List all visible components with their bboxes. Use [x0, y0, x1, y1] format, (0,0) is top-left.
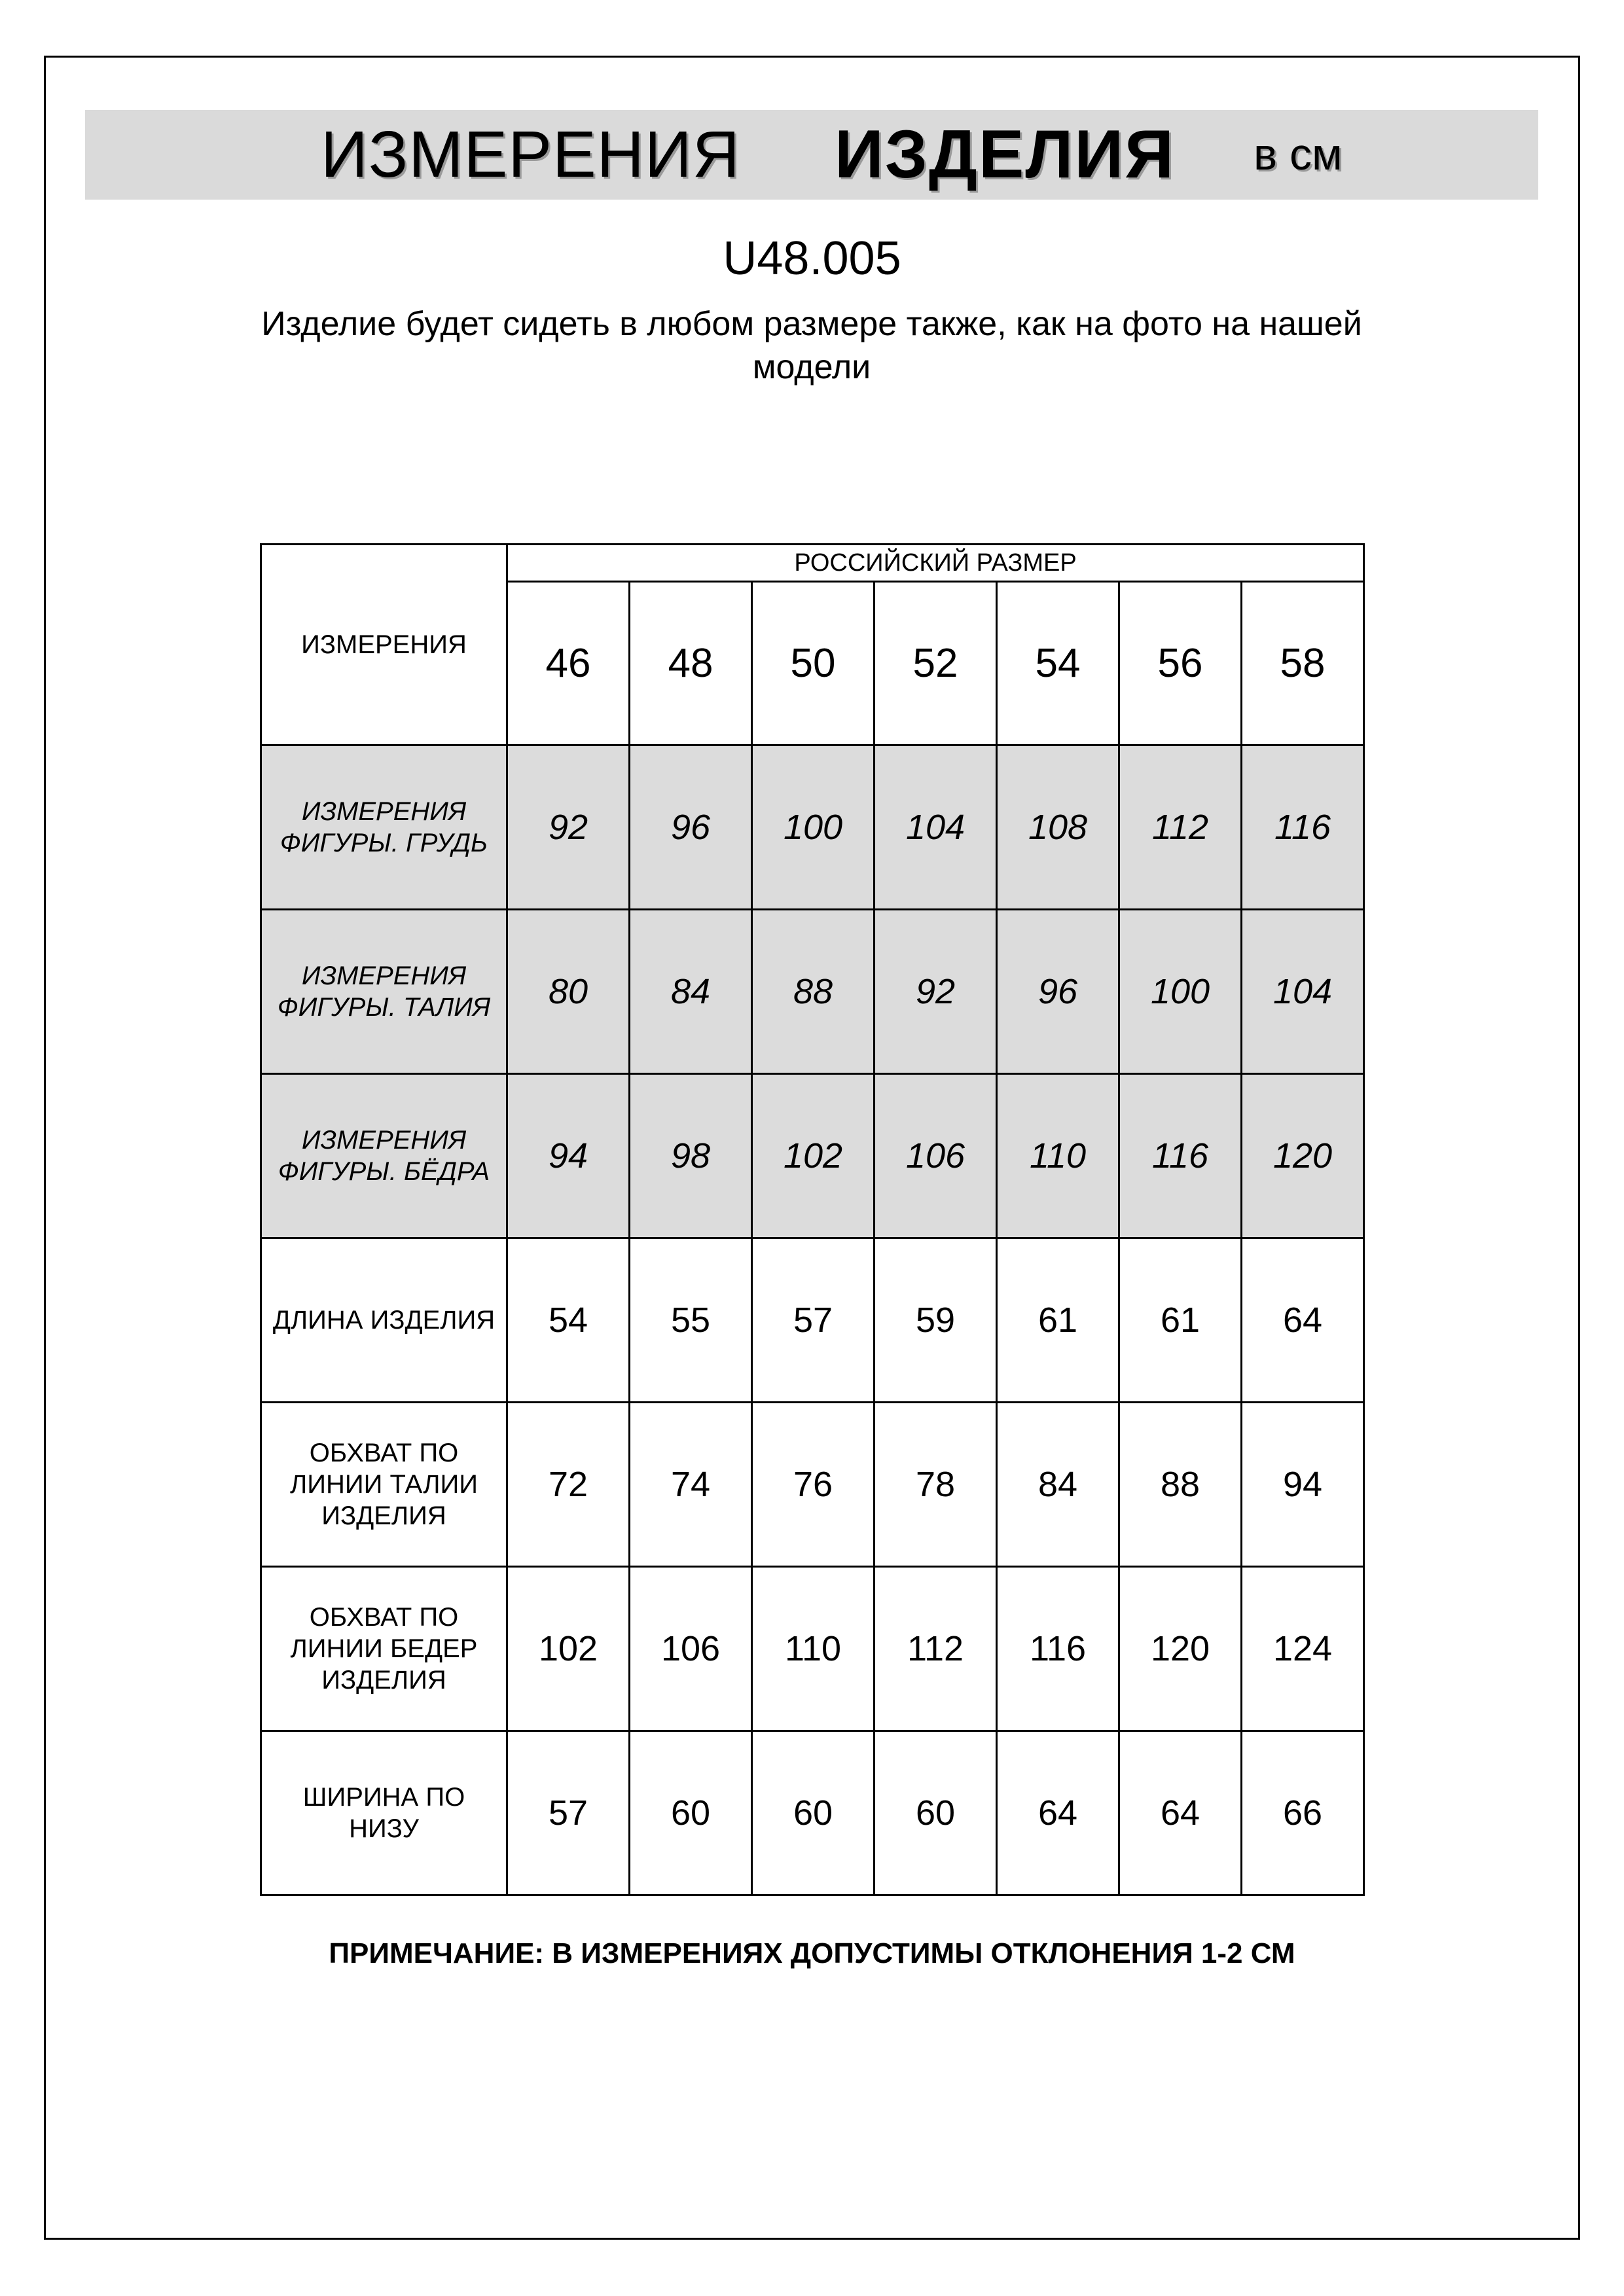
size-header-cell: 46	[507, 582, 630, 745]
row-label: ИЗМЕРЕНИЯ ФИГУРЫ. ГРУДЬ	[261, 745, 507, 910]
table-cell: 78	[875, 1403, 997, 1567]
table-cell: 108	[997, 745, 1119, 910]
table-cell: 110	[752, 1567, 875, 1731]
table-cell: 92	[507, 745, 630, 910]
table-cell: 72	[507, 1403, 630, 1567]
fit-description: Изделие будет сидеть в любом размере также, как на фото на нашей модели	[261, 305, 1362, 386]
table-cell: 120	[1242, 1074, 1364, 1238]
table-cell: 110	[997, 1074, 1119, 1238]
row-label: ОБХВАТ ПО ЛИНИИ БЕДЕР ИЗДЕЛИЯ	[261, 1567, 507, 1731]
table-cell: 106	[630, 1567, 752, 1731]
table-cell: 60	[752, 1731, 875, 1895]
table-cell: 96	[630, 745, 752, 910]
table-cell: 61	[997, 1238, 1119, 1403]
table-cell: 66	[1242, 1731, 1364, 1895]
table-cell: 80	[507, 910, 630, 1074]
table-cell: 116	[1119, 1074, 1242, 1238]
table-cell: 102	[752, 1074, 875, 1238]
table-cell: 57	[507, 1731, 630, 1895]
table-cell: 88	[752, 910, 875, 1074]
table-cell: 104	[1242, 910, 1364, 1074]
note: ПРИМЕЧАНИЕ: В ИЗМЕРЕНИЯХ ДОПУСТИМЫ ОТКЛОНЕНИЯ 1-2 СМ	[329, 1937, 1295, 1969]
table-cell: 112	[1119, 745, 1242, 910]
table-cell: 92	[875, 910, 997, 1074]
title-word-product: ИЗДЕЛИЯ	[835, 117, 1175, 192]
size-table	[260, 543, 1365, 1896]
table-cell: 94	[507, 1074, 630, 1238]
size-header-cell: 54	[997, 582, 1119, 745]
table-cell: 54	[507, 1238, 630, 1403]
size-header-cell: 48	[630, 582, 752, 745]
table-row	[261, 1074, 1364, 1238]
row-label: ОБХВАТ ПО ЛИНИИ ТАЛИИ ИЗДЕЛИЯ	[261, 1403, 507, 1567]
table-cell: 100	[752, 745, 875, 910]
table-row	[261, 1238, 1364, 1403]
table-cell: 102	[507, 1567, 630, 1731]
table-cell: 124	[1242, 1567, 1364, 1731]
table-cell: 116	[1242, 745, 1364, 910]
title-unit: в см	[1254, 130, 1343, 179]
row-label: ДЛИНА ИЗДЕЛИЯ	[261, 1238, 507, 1403]
title-word-measurements: ИЗМЕРЕНИЯ	[321, 118, 740, 191]
measure-header: ИЗМЕРЕНИЯ	[261, 545, 507, 745]
table-cell: 61	[1119, 1238, 1242, 1403]
table-cell: 106	[875, 1074, 997, 1238]
size-header-cell: 56	[1119, 582, 1242, 745]
table-cell: 57	[752, 1238, 875, 1403]
table-row	[261, 1403, 1364, 1567]
row-label: ШИРИНА ПО НИЗУ	[261, 1731, 507, 1895]
size-header-cell: 50	[752, 582, 875, 745]
table-cell: 60	[875, 1731, 997, 1895]
table-cell: 60	[630, 1731, 752, 1895]
table-row	[261, 745, 1364, 910]
table-cell: 116	[997, 1567, 1119, 1731]
table-cell: 64	[997, 1731, 1119, 1895]
table-cell: 120	[1119, 1567, 1242, 1731]
size-header-cell: 52	[875, 582, 997, 745]
table-cell: 84	[997, 1403, 1119, 1567]
table-cell: 100	[1119, 910, 1242, 1074]
russian-size-header: РОССИЙСКИЙ РАЗМЕР	[507, 545, 1364, 582]
table-cell: 94	[1242, 1403, 1364, 1567]
table-cell: 112	[875, 1567, 997, 1731]
article-number: U48.005	[723, 232, 901, 285]
table-cell: 74	[630, 1403, 752, 1567]
table-cell: 76	[752, 1403, 875, 1567]
table-row	[261, 1567, 1364, 1731]
table-cell: 98	[630, 1074, 752, 1238]
table-cell: 59	[875, 1238, 997, 1403]
table-cell: 88	[1119, 1403, 1242, 1567]
table-cell: 64	[1242, 1238, 1364, 1403]
table-row	[261, 910, 1364, 1074]
table-cell: 84	[630, 910, 752, 1074]
title-bar	[85, 110, 1538, 200]
table-cell: 104	[875, 745, 997, 910]
table-cell: 96	[997, 910, 1119, 1074]
size-header-cell: 58	[1242, 582, 1364, 745]
table-cell: 55	[630, 1238, 752, 1403]
table-cell: 64	[1119, 1731, 1242, 1895]
table-row	[261, 1731, 1364, 1895]
row-label: ИЗМЕРЕНИЯ ФИГУРЫ. ТАЛИЯ	[261, 910, 507, 1074]
row-label: ИЗМЕРЕНИЯ ФИГУРЫ. БЁДРА	[261, 1074, 507, 1238]
